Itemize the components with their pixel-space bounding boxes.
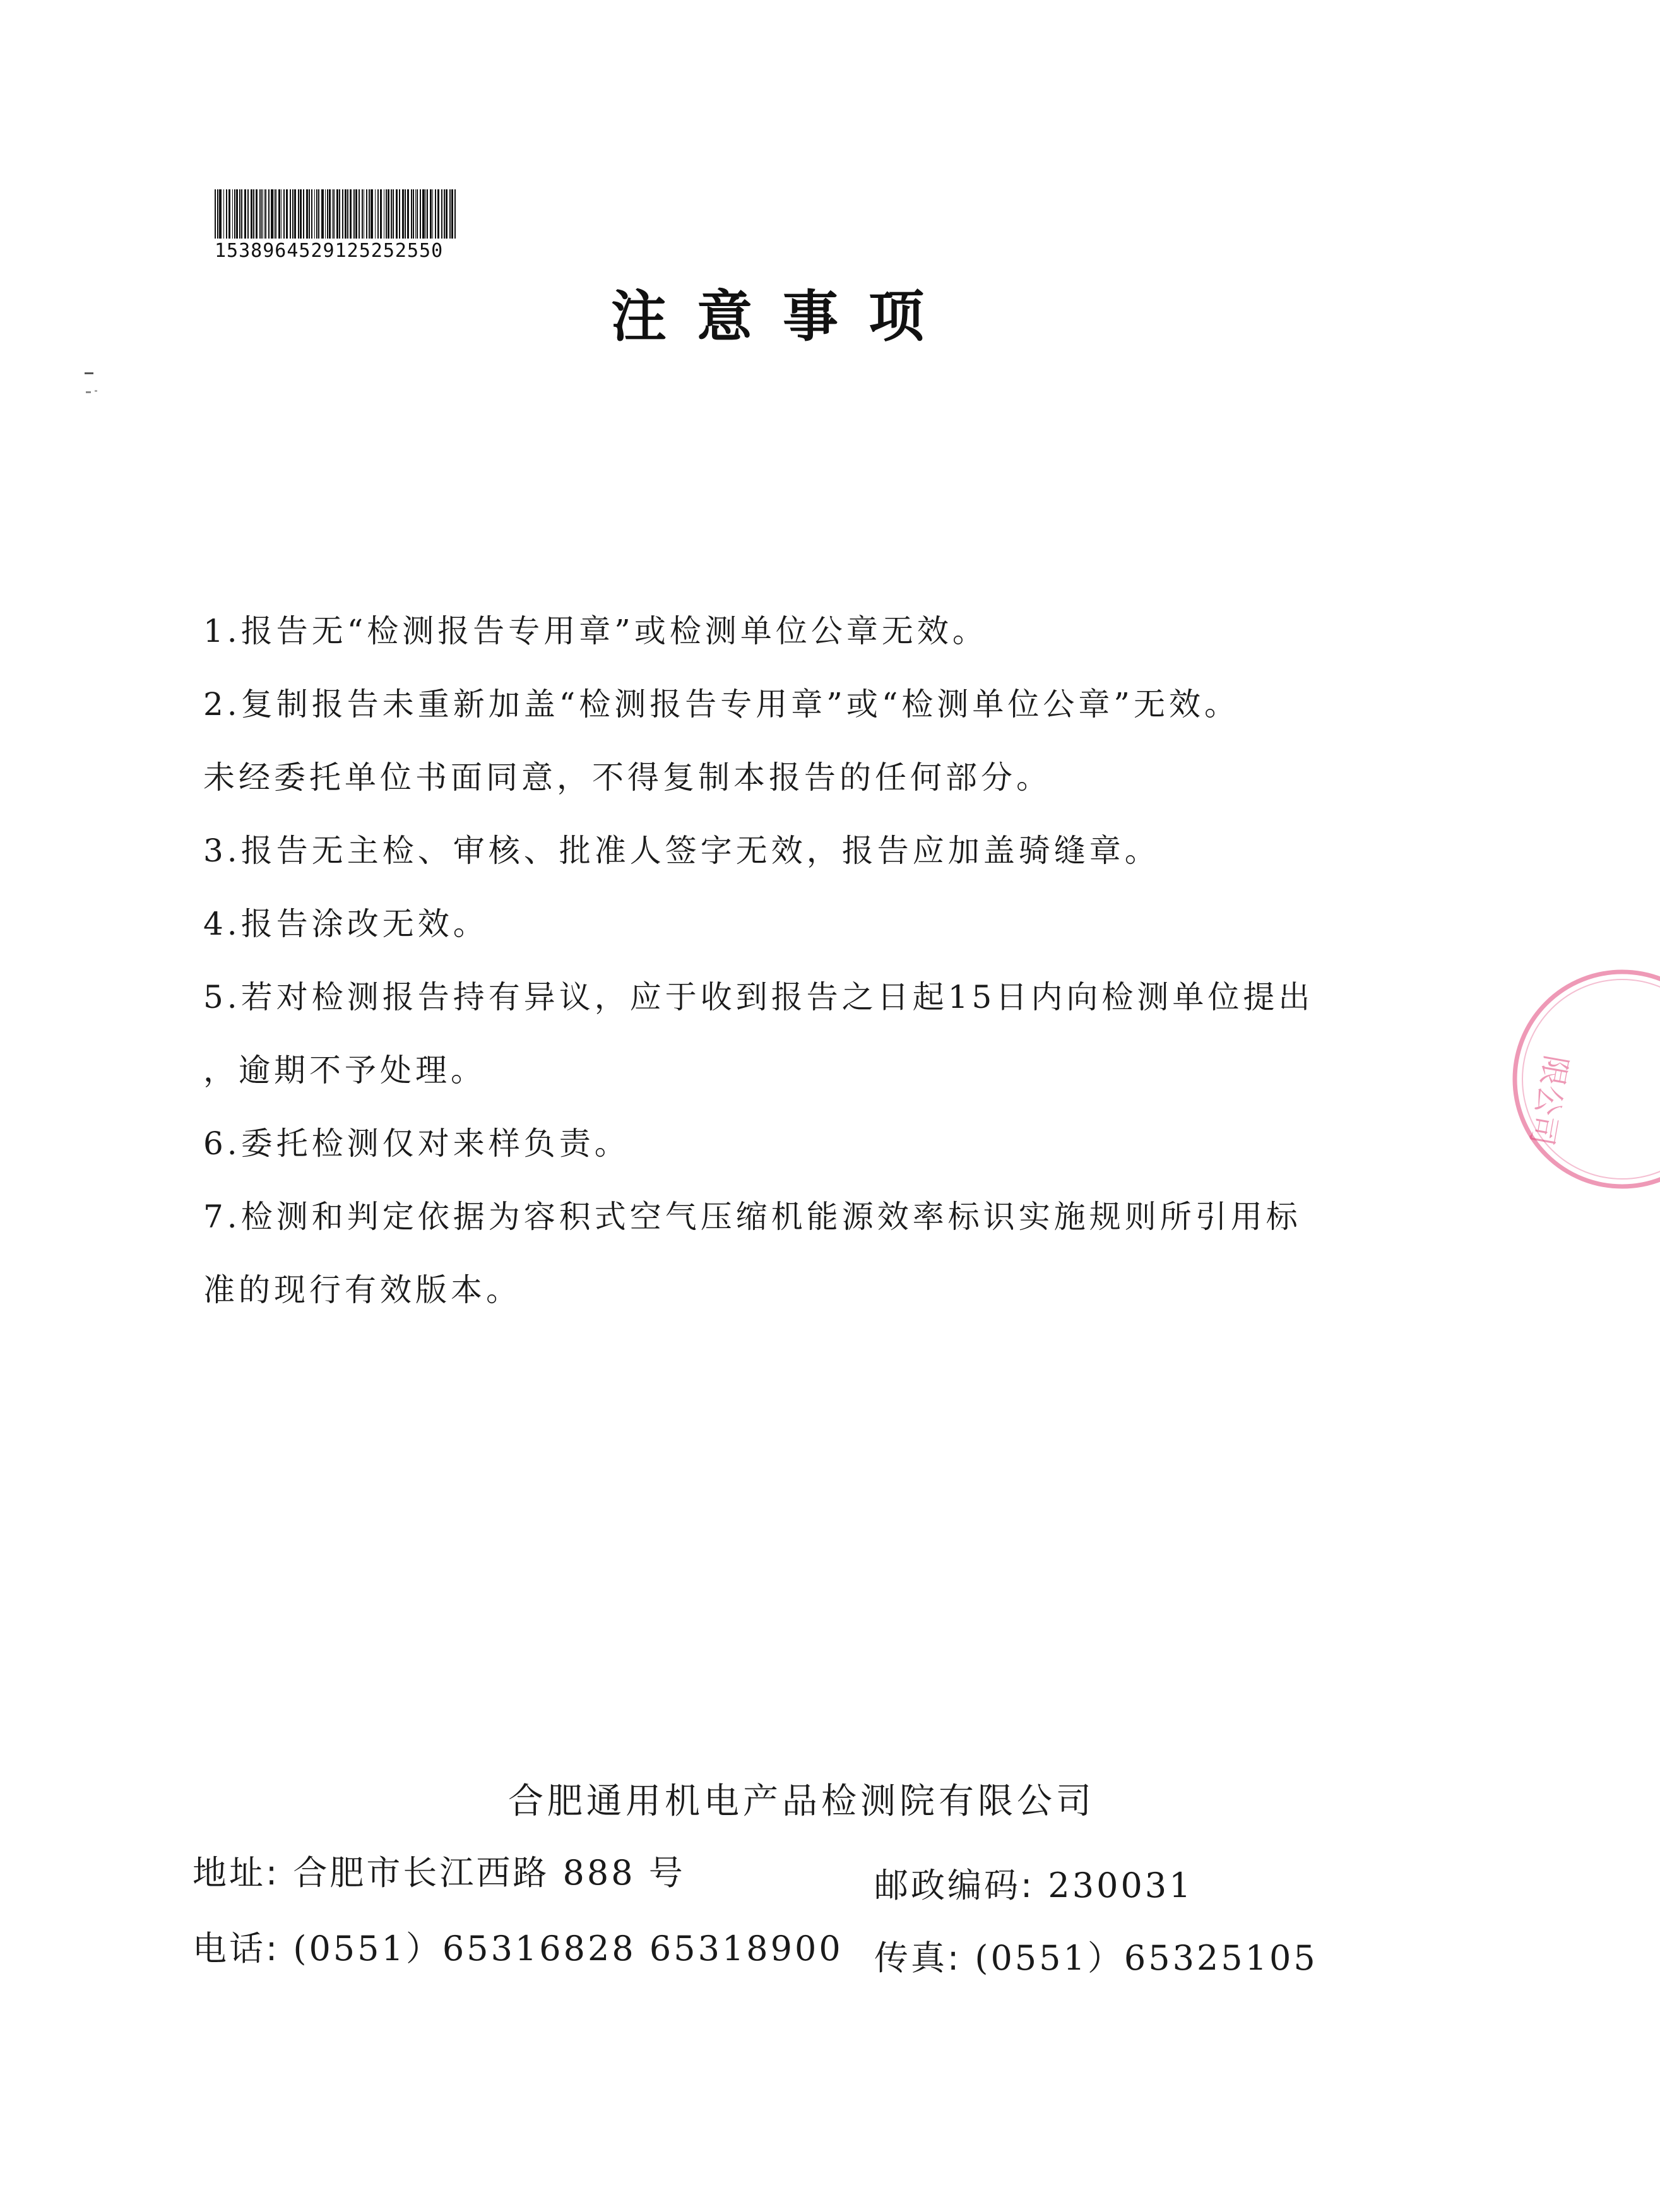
telephone-value: (0551）65316828 65318900 [293, 1929, 843, 1968]
fax-label: 传真: [874, 1938, 962, 1978]
barcode-bar [274, 189, 275, 239]
fax-row [874, 1931, 1318, 1980]
address-label: 地址: [193, 1853, 280, 1893]
barcode-bar [321, 189, 324, 239]
barcode-bar [391, 189, 392, 239]
address-value: 合肥市长江西路 888 号 [293, 1853, 685, 1893]
barcode-bar [371, 189, 373, 239]
barcode-bar [377, 189, 379, 239]
barcode-bar [375, 189, 376, 239]
barcode-bar [405, 189, 406, 239]
barcode-bar [420, 189, 421, 239]
company-name: 合肥通用机电产品检测院有限公司 [508, 1781, 1095, 1822]
telephone-label: 电话: [193, 1929, 280, 1968]
barcode-bar [407, 189, 409, 239]
barcode-bar [318, 189, 319, 239]
fax-value: (0551）65325105 [975, 1938, 1318, 1978]
barcode-bar [219, 189, 222, 239]
barcode-bar [247, 189, 249, 239]
barcode-bar [300, 189, 302, 239]
note-line: 4.报告涂改无效。 [203, 906, 489, 942]
barcode-bar [425, 189, 426, 239]
barcode-bar [261, 189, 263, 239]
barcode-bar [259, 189, 261, 239]
barcode-bar [268, 189, 270, 239]
barcode-bar [217, 189, 218, 239]
barcode-bar [314, 189, 315, 239]
barcode-bar [353, 189, 355, 239]
barcode-bar [329, 189, 331, 239]
note-line: 7.检测和判定依据为容积式空气压缩机能源效率标识实施规则所引用标 [203, 1198, 1301, 1235]
barcode-bar [355, 189, 357, 239]
company-seal [1471, 959, 1660, 1199]
barcode-bar [244, 189, 246, 239]
note-line: 3.报告无主检、审核、批准人签字无效，报告应加盖骑缝章。 [203, 832, 1160, 869]
note-line: ，逾期不予处理。 [203, 1052, 486, 1089]
barcode-bar [283, 189, 285, 239]
barcode-bar [232, 189, 233, 239]
barcode [215, 189, 461, 262]
barcode-bar [327, 189, 328, 239]
telephone-row [193, 1922, 843, 1970]
barcode-bars [215, 189, 458, 239]
barcode-bar [422, 189, 425, 239]
notes-list [203, 594, 1339, 1327]
barcode-bar [298, 189, 299, 239]
barcode-bar [435, 189, 436, 239]
barcode-bar [451, 189, 453, 239]
scan-specks [82, 372, 120, 423]
barcode-bar [316, 189, 317, 239]
note-line: 1.报告无“检测报告专用章”或检测单位公章无效。 [203, 613, 988, 649]
note-line: 准的现行有效版本。 [203, 1272, 521, 1308]
barcode-number: 1538964529125252550 [215, 240, 444, 262]
barcode-bar [411, 189, 412, 239]
barcode-bar [339, 189, 340, 239]
note-line: 未经委托单位书面同意，不得复制本报告的任何部分。 [203, 759, 1052, 796]
barcode-bar [345, 189, 347, 239]
barcode-bar [380, 189, 382, 239]
barcode-bar [294, 189, 296, 239]
page-title: 注意事项 [610, 284, 954, 349]
barcode-bar [286, 189, 288, 239]
barcode-bar [332, 189, 333, 239]
barcode-bar [413, 189, 414, 239]
barcode-bar [292, 189, 293, 239]
barcode-bar [350, 189, 352, 239]
barcode-bar [303, 189, 304, 239]
barcode-bar [437, 189, 439, 239]
barcode-bar [256, 189, 258, 239]
barcode-bar [241, 189, 242, 239]
address-row [193, 1846, 685, 1895]
barcode-bar [336, 189, 338, 239]
barcode-bar [311, 189, 312, 239]
seal-text: 限公司 [1523, 1052, 1574, 1149]
barcode-bar [399, 189, 400, 239]
barcode-bar [251, 189, 252, 239]
barcode-bar [275, 189, 276, 239]
barcode-bar [253, 189, 254, 239]
barcode-bar [446, 189, 448, 239]
postal-code-value: 230031 [1048, 1866, 1194, 1905]
barcode-bar [388, 189, 389, 239]
barcode-bar [265, 189, 266, 239]
barcode-bar [236, 189, 238, 239]
barcode-bar [396, 189, 398, 239]
barcode-bar [347, 189, 348, 239]
barcode-bar [449, 189, 451, 239]
postal-code-row [874, 1859, 1194, 1907]
barcode-bar [432, 189, 433, 239]
barcode-bar [430, 189, 432, 239]
barcode-bar [386, 189, 387, 239]
barcode-bar [290, 189, 291, 239]
barcode-bar [325, 189, 326, 239]
barcode-bar [415, 189, 416, 239]
barcode-bar [369, 189, 370, 239]
barcode-bar [223, 189, 224, 239]
postal-code-label: 邮政编码: [874, 1866, 1035, 1905]
note-line: 2.复制报告未重新加盖“检测报告专用章”或“检测单位公章”无效。 [203, 686, 1240, 723]
barcode-bar [215, 189, 216, 239]
barcode-bar [226, 189, 227, 239]
barcode-bar [309, 189, 310, 239]
barcode-bar [333, 189, 335, 239]
barcode-bar [444, 189, 445, 239]
barcode-bar [454, 189, 456, 239]
barcode-bar [417, 189, 418, 239]
barcode-bar [441, 189, 442, 239]
barcode-bar [402, 189, 404, 239]
note-line: 6.委托检测仅对来样负责。 [203, 1125, 630, 1162]
barcode-bar [239, 189, 240, 239]
barcode-bar [306, 189, 308, 239]
barcode-bar [228, 189, 230, 239]
note-line: 5.若对检测报告持有异议，应于收到报告之日起15日内向检测单位提出 [203, 979, 1314, 1015]
barcode-bar [271, 189, 273, 239]
barcode-bar [278, 189, 280, 239]
barcode-bar [393, 189, 394, 239]
barcode-bar [359, 189, 360, 239]
barcode-bar [281, 189, 282, 239]
barcode-bar [234, 189, 235, 239]
barcode-bar [342, 189, 343, 239]
barcode-bar [362, 189, 363, 239]
barcode-bar [427, 189, 428, 239]
barcode-bar [366, 189, 367, 239]
